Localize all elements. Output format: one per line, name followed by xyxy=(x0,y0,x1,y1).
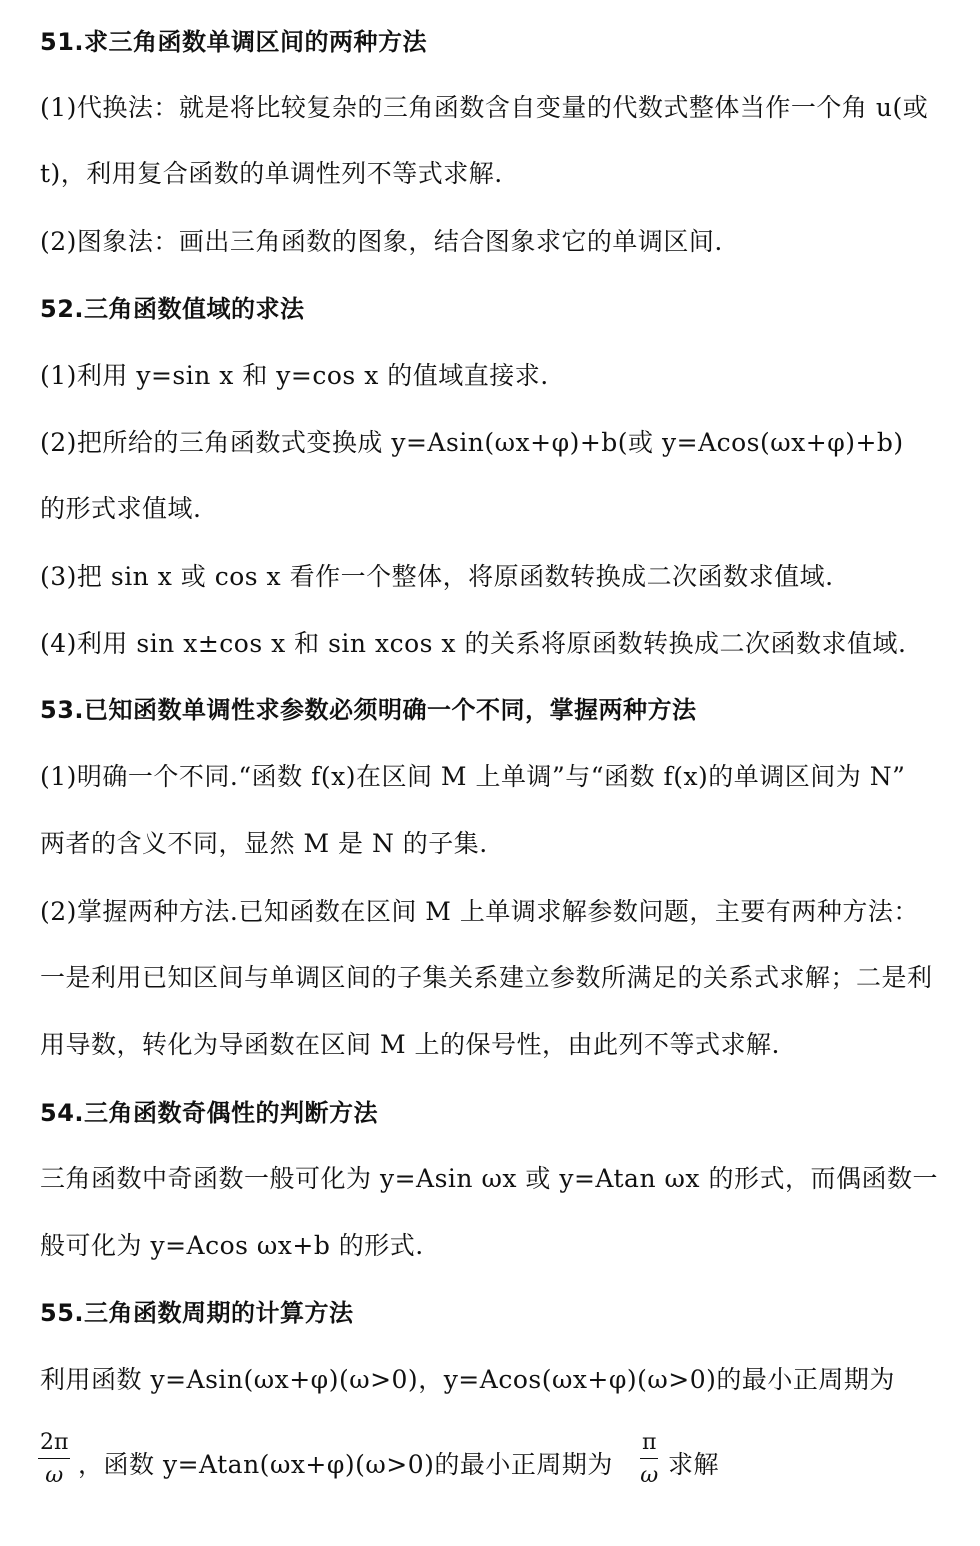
section-52-line-5: (4)利用 sin x±cos x 和 sin xcos x 的关系将原函数转换成二次函数求值域. xyxy=(40,629,907,658)
fraction-numerator: 2π xyxy=(38,1432,70,1459)
section-55-line-1: 利用函数 y=Asin(ωx+φ)(ω>0)，y=Acos(ωx+φ)(ω>0)的最小正周期为 xyxy=(40,1365,895,1394)
section-53-line-1: (1)明确一个不同.“函数 f(x)在区间 M 上单调”与“函数 f(x)的单调区间为 N” xyxy=(40,762,906,791)
section-53-heading: 53.已知函数单调性求参数必须明确一个不同，掌握两种方法 xyxy=(40,696,697,724)
fraction-pi-over-omega xyxy=(640,1432,658,1487)
section-52-heading: 52.三角函数值域的求法 xyxy=(40,295,305,323)
section-54-heading: 54.三角函数奇偶性的判断方法 xyxy=(40,1099,379,1127)
section-52-line-4: (3)把 sin x 或 cos x 看作一个整体，将原函数转换成二次函数求值域. xyxy=(40,562,834,591)
section-54-line-1: 三角函数中奇函数一般可化为 y=Asin ωx 或 y=Atan ωx 的形式，而偶函数一 xyxy=(40,1164,938,1193)
fraction-denominator: ω xyxy=(640,1463,659,1488)
section-53-line-2: 两者的含义不同，显然 M 是 N 的子集. xyxy=(40,829,488,858)
section-54-line-2: 般可化为 y=Acos ωx+b 的形式. xyxy=(40,1231,424,1260)
section-53-line-4: 一是利用已知区间与单调区间的子集关系建立参数所满足的关系式求解；二是利 xyxy=(40,963,933,992)
fraction-two-pi-over-omega xyxy=(38,1432,70,1487)
section-52-line-2: (2)把所给的三角函数式变换成 y=Asin(ωx+φ)+b(或 y=Acos(ωx+φ)+b) xyxy=(40,428,904,457)
section-52-line-3: 的形式求值域. xyxy=(40,494,202,523)
section-53-line-5: 用导数，转化为导函数在区间 M 上的保号性，由此列不等式求解. xyxy=(40,1030,780,1059)
section-55-heading: 55.三角函数周期的计算方法 xyxy=(40,1299,354,1327)
section-51-line-1: (1)代换法：就是将比较复杂的三角函数含自变量的代数式整体当作一个角 u(或 xyxy=(40,93,929,122)
section-51-heading: 51.求三角函数单调区间的两种方法 xyxy=(40,28,428,56)
section-51-line-2: t)，利用复合函数的单调性列不等式求解. xyxy=(40,159,503,188)
section-52-line-1: (1)利用 y=sin x 和 y=cos x 的值域直接求. xyxy=(40,361,549,390)
section-55-line-3: 求解 xyxy=(668,1450,720,1479)
fraction-denominator: ω xyxy=(45,1463,64,1488)
section-55-line-2: ，函数 y=Atan(ωx+φ)(ω>0)的最小正周期为 xyxy=(78,1450,613,1479)
section-53-line-3: (2)掌握两种方法.已知函数在区间 M 上单调求解参数问题，主要有两种方法： xyxy=(40,897,919,926)
section-51-line-3: (2)图象法：画出三角函数的图象，结合图象求它的单调区间. xyxy=(40,227,723,256)
fraction-numerator: π xyxy=(640,1432,658,1459)
